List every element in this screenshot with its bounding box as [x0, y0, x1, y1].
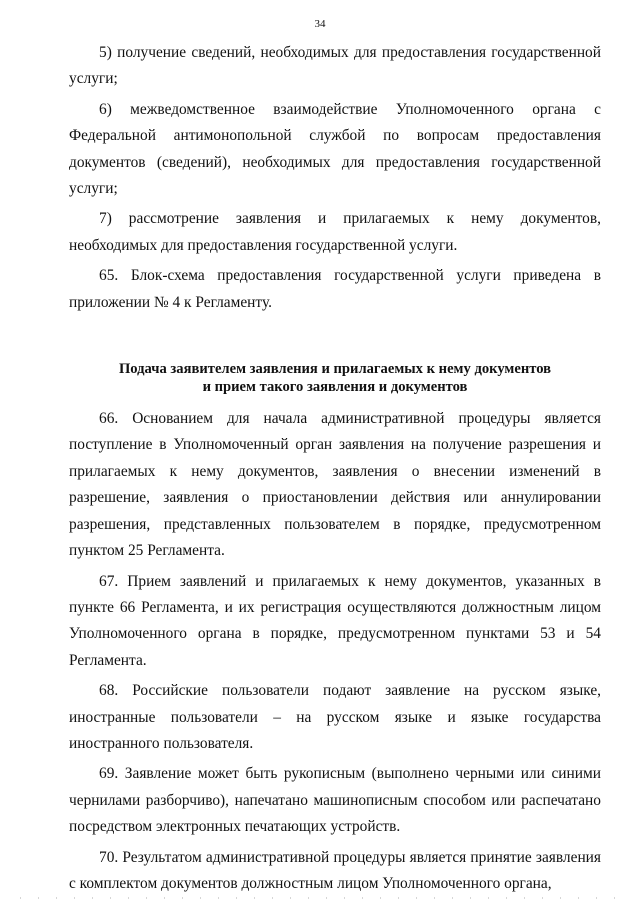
paragraph-70: 70. Результатом административной процедуры является принятие заявления с комплектом документов должностным лицом Уполномоченного органа,	[69, 848, 601, 892]
document-body	[69, 40, 601, 897]
list-item-7: 7) рассмотрение заявления и прилагаемых к нему документов, необходимых для предоставления государственной услуги.	[69, 210, 601, 254]
paragraph-66: 66. Основанием для начала административной процедуры является поступление в Уполномоченный орган заявления на получение разрешения и прилагаемых к нему документов, заявления о внесении изменений в разрешение, заявления о приостановлении действия или аннулировании разрешения, представленных пользователем в порядке, предусмотренном пунктом 25 Регламента.	[69, 410, 601, 560]
paragraph-65: 65. Блок-схема предоставления государственной услуги приведена в приложении № 4 к Регламенту.	[69, 267, 601, 311]
section-heading-line-2: и прием такого заявления и документов	[202, 379, 468, 396]
paragraph-68: 68. Российские пользователи подают заявление на русском языке, иностранные пользователи – на русском языке и языке государства иностранного пользователя.	[69, 682, 601, 752]
list-item-5: 5) получение сведений, необходимых для предоставления государственной услуги;	[69, 44, 601, 88]
paragraph-69: 69. Заявление может быть рукописным (выполнено черными или синими чернилами разборчиво), напечатано машинописным способом или распечатано посредством электронных печатающих устройств.	[69, 765, 601, 836]
page-number: 34	[314, 18, 326, 30]
scan-edge-artifact	[20, 897, 620, 899]
section-heading-line-1: Подача заявителем заявления и прилагаемых к нему документов	[118, 361, 552, 378]
paragraph-67: 67. Прием заявлений и прилагаемых к нему документов, указанных в пункте 66 Регламента, и их регистрация осуществляются должностным лицом Уполномоченного органа в порядке, предусмотренном пунктами 53 и 54 Регламента.	[69, 572, 601, 669]
list-item-6: 6) межведомственное взаимодействие Уполномоченного органа с Федеральной антимонопольной службой по вопросам предоставления документов (сведений), необходимых для предоставления государственной услуги;	[69, 100, 601, 198]
section-heading	[69, 360, 601, 396]
